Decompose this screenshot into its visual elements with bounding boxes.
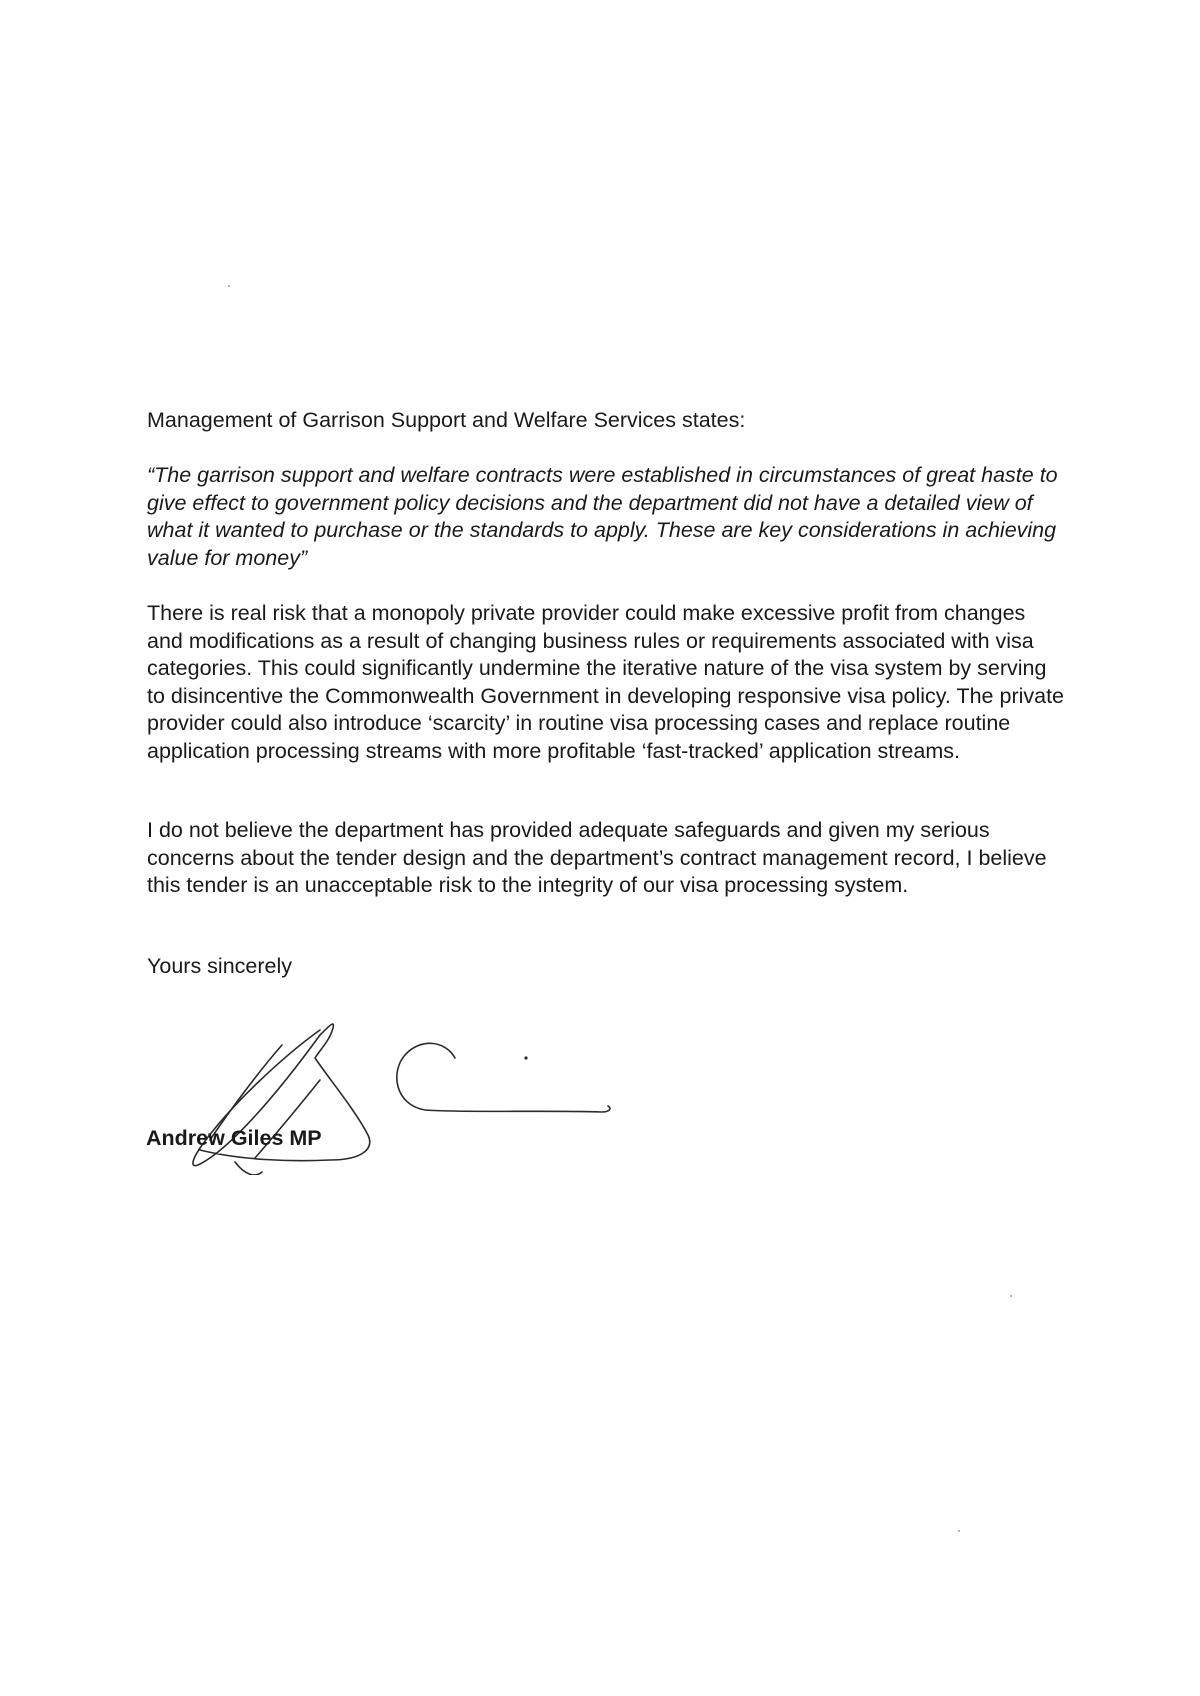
signatory-name: Andrew Giles MP <box>146 1126 322 1150</box>
scan-speck <box>1010 1295 1012 1297</box>
quoted-statement: “The garrison support and welfare contracts were established in circumstances of great haste to give effect to government policy decisions and the department did not have a detailed view of what it wanted to purchase or the standards to apply. These are key considerations in achieving value for money” <box>147 463 1058 570</box>
closing-salutation: Yours sincerely <box>147 954 292 978</box>
scan-speck <box>228 285 230 287</box>
safeguards-paragraph: I do not believe the department has provided adequate safeguards and given my serious concerns about the tender design and the department’s contract management record, I believe this tender is an unacceptable risk to the integrity of our visa processing system. <box>147 818 1047 897</box>
risk-paragraph: There is real risk that a monopoly private provider could make excessive profit from changes and modifications as a result of changing business rules or requirements associated with visa categories. This could significantly undermine the iterative nature of the visa system by serving to disincentive the Commonwealth Government in developing responsive visa policy. The private provider could also introduce ‘scarcity’ in routine visa processing cases and replace routine application processing streams with more profitable ‘fast-tracked’ application streams. <box>147 601 1065 763</box>
scan-speck <box>958 1530 960 1532</box>
letter-heading: Management of Garrison Support and Welfare Services states: <box>147 408 746 432</box>
